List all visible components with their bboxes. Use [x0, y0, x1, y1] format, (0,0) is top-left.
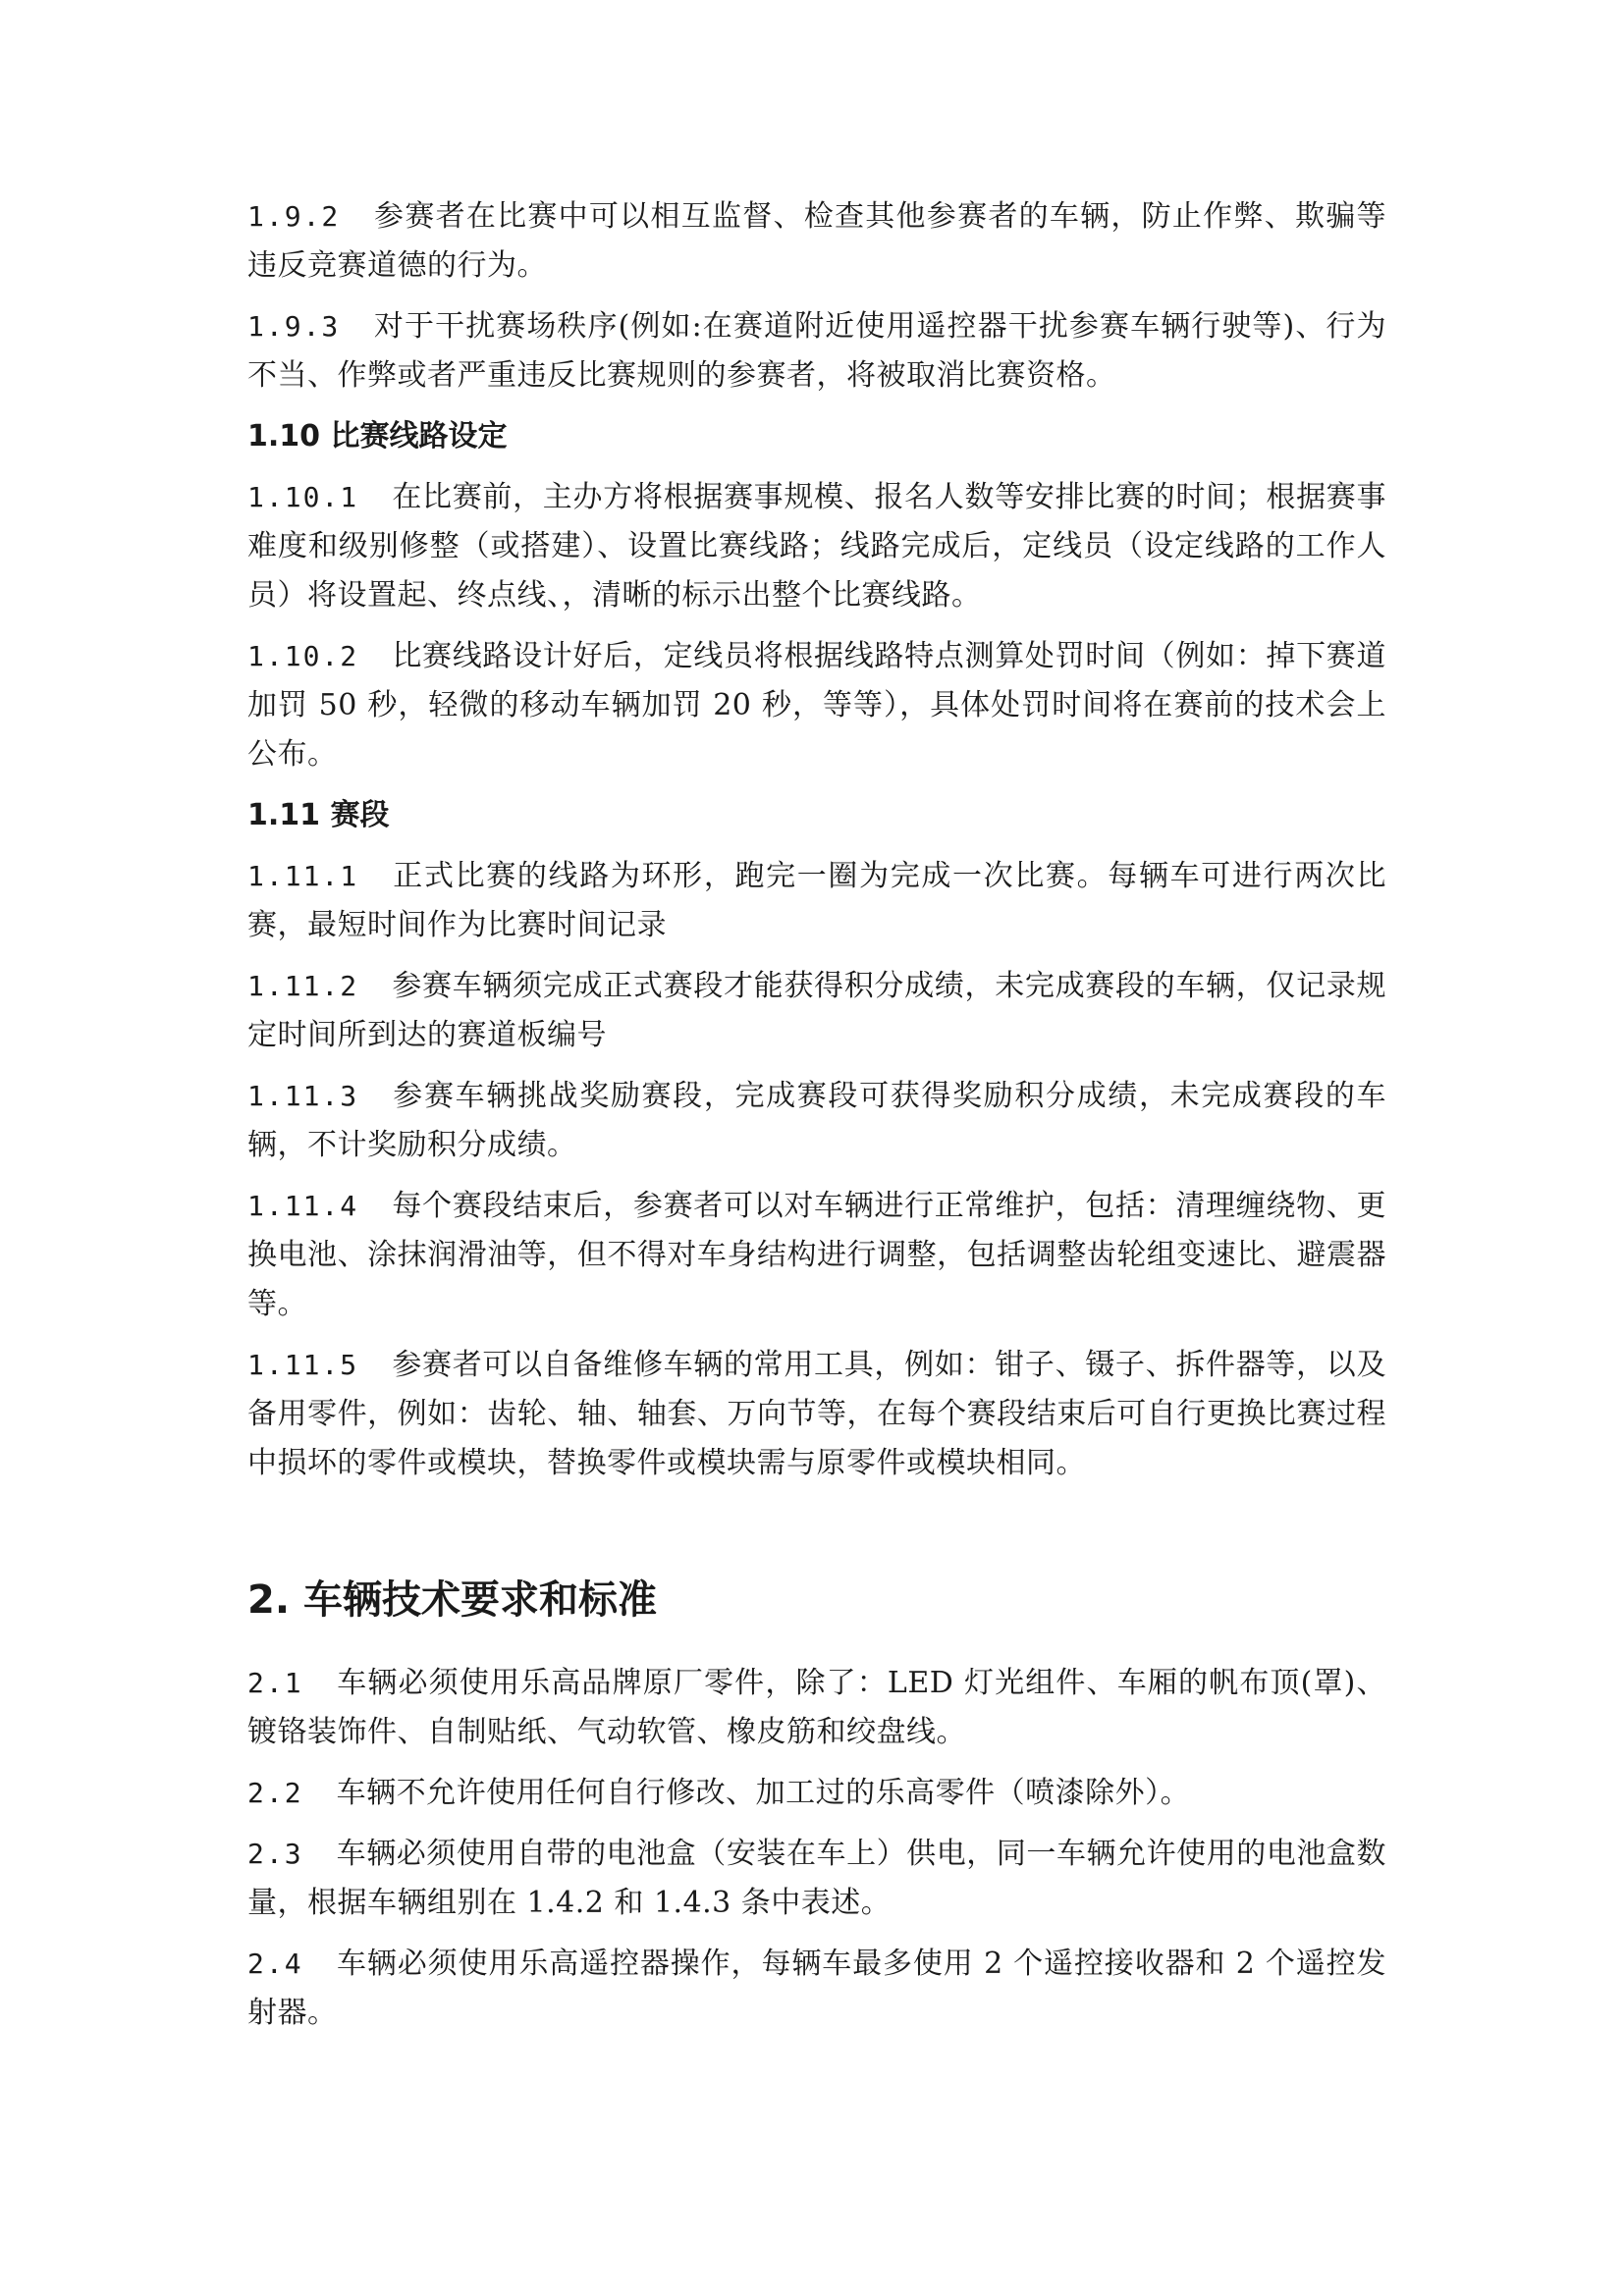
clause-number: 1.10.1: [247, 481, 359, 513]
clause-number: 1.11.1: [247, 860, 359, 892]
clause-number: 2.1: [247, 1667, 303, 1699]
clause-number: 1.9.2: [247, 200, 341, 233]
clause-1-11-3: [247, 1072, 1386, 1170]
clause-number: 1.11.3: [247, 1080, 359, 1112]
clause-text: 车辆不允许使用任何自行修改、加工过的乐高零件（喷漆除外）。: [336, 1776, 1191, 1810]
clause-1-11-1: [247, 852, 1386, 950]
subheading-1-11: 1.11 赛段: [247, 798, 390, 832]
clause-text: 正式比赛的线路为环形，跑完一圈为完成一次比赛。每辆车可进行两次比赛，最短时间作为比赛时间记录: [247, 859, 1386, 942]
clause-number: 2.4: [247, 1948, 303, 1980]
clause-number: 1.10.2: [247, 640, 359, 672]
section-heading-2: 2. 车辆技术要求和标准: [247, 1577, 657, 1623]
clause-1-11-2: [247, 962, 1386, 1060]
clause-text: 车辆必须使用乐高品牌原厂零件，除了：LED 灯光组件、车厢的帆布顶(罩)、镀铬装饰件、自制贴纸、气动软管、橡皮筋和绞盘线。: [247, 1666, 1386, 1749]
clause-1-11-4: [247, 1182, 1386, 1329]
clause-2-1: [247, 1659, 1386, 1757]
clause-text: 车辆必须使用自带的电池盒（安装在车上）供电，同一车辆允许使用的电池盒数量，根据车辆组别在 1.4.2 和 1.4.3 条中表述。: [247, 1837, 1386, 1920]
clause-2-4: [247, 1940, 1386, 2038]
subheading-1-10: 1.10 比赛线路设定: [247, 419, 508, 454]
clause-2-3: [247, 1830, 1386, 1928]
clause-1-10-2: [247, 632, 1386, 779]
clause-text: 参赛者在比赛中可以相互监督、检查其他参赛者的车辆，防止作弊、欺骗等违反竞赛道德的行为。: [247, 199, 1386, 283]
clause-text: 每个赛段结束后，参赛者可以对车辆进行正常维护，包括：清理缠绕物、更换电池、涂抹润滑油等，但不得对车身结构进行调整，包括调整齿轮组变速比、避震器等。: [247, 1189, 1386, 1321]
clause-number: 1.9.3: [247, 310, 341, 343]
clause-2-2: [247, 1769, 1386, 1818]
clause-text: 参赛车辆须完成正式赛段才能获得积分成绩，未完成赛段的车辆，仅记录规定时间所到达的赛道板编号: [247, 969, 1386, 1052]
clause-text: 参赛者可以自备维修车辆的常用工具，例如：钳子、镊子、拆件器等，以及备用零件，例如：齿轮、轴、轴套、万向节等，在每个赛段结束后可自行更换比赛过程中损坏的零件或模块，替换零件或模块需与原零件或模块相同。: [247, 1348, 1386, 1480]
clause-text: 对于干扰赛场秩序(例如:在赛道附近使用遥控器干扰参赛车辆行驶等)、行为不当、作弊或者严重违反比赛规则的参赛者，将被取消比赛资格。: [247, 309, 1386, 393]
clause-1-9-2: [247, 192, 1386, 291]
clause-number: 2.3: [247, 1838, 303, 1870]
clause-text: 车辆必须使用乐高遥控器操作，每辆车最多使用 2 个遥控接收器和 2 个遥控发射器。: [247, 1947, 1386, 2030]
clause-1-9-3: [247, 302, 1386, 400]
clause-number: 1.11.4: [247, 1190, 359, 1222]
clause-1-11-5: [247, 1341, 1386, 1488]
clause-text: 比赛线路设计好后，定线员将根据线路特点测算处罚时间（例如：掉下赛道加罚 50 秒，轻微的移动车辆加罚 20 秒，等等），具体处罚时间将在赛前的技术会上公布。: [247, 639, 1386, 772]
clause-text: 在比赛前，主办方将根据赛事规模、报名人数等安排比赛的时间；根据赛事难度和级别修整（或搭建）、设置比赛线路；线路完成后，定线员（设定线路的工作人员）将设置起、终点线、，清晰的标示出整个比赛线路。: [247, 480, 1386, 613]
clause-number: 2.2: [247, 1777, 303, 1809]
clause-number: 1.11.5: [247, 1349, 359, 1381]
document-page: [247, 192, 1386, 2050]
clause-number: 1.11.2: [247, 970, 359, 1002]
clause-1-10-1: [247, 473, 1386, 620]
clause-text: 参赛车辆挑战奖励赛段，完成赛段可获得奖励积分成绩，未完成赛段的车辆，不计奖励积分成绩。: [247, 1079, 1386, 1162]
